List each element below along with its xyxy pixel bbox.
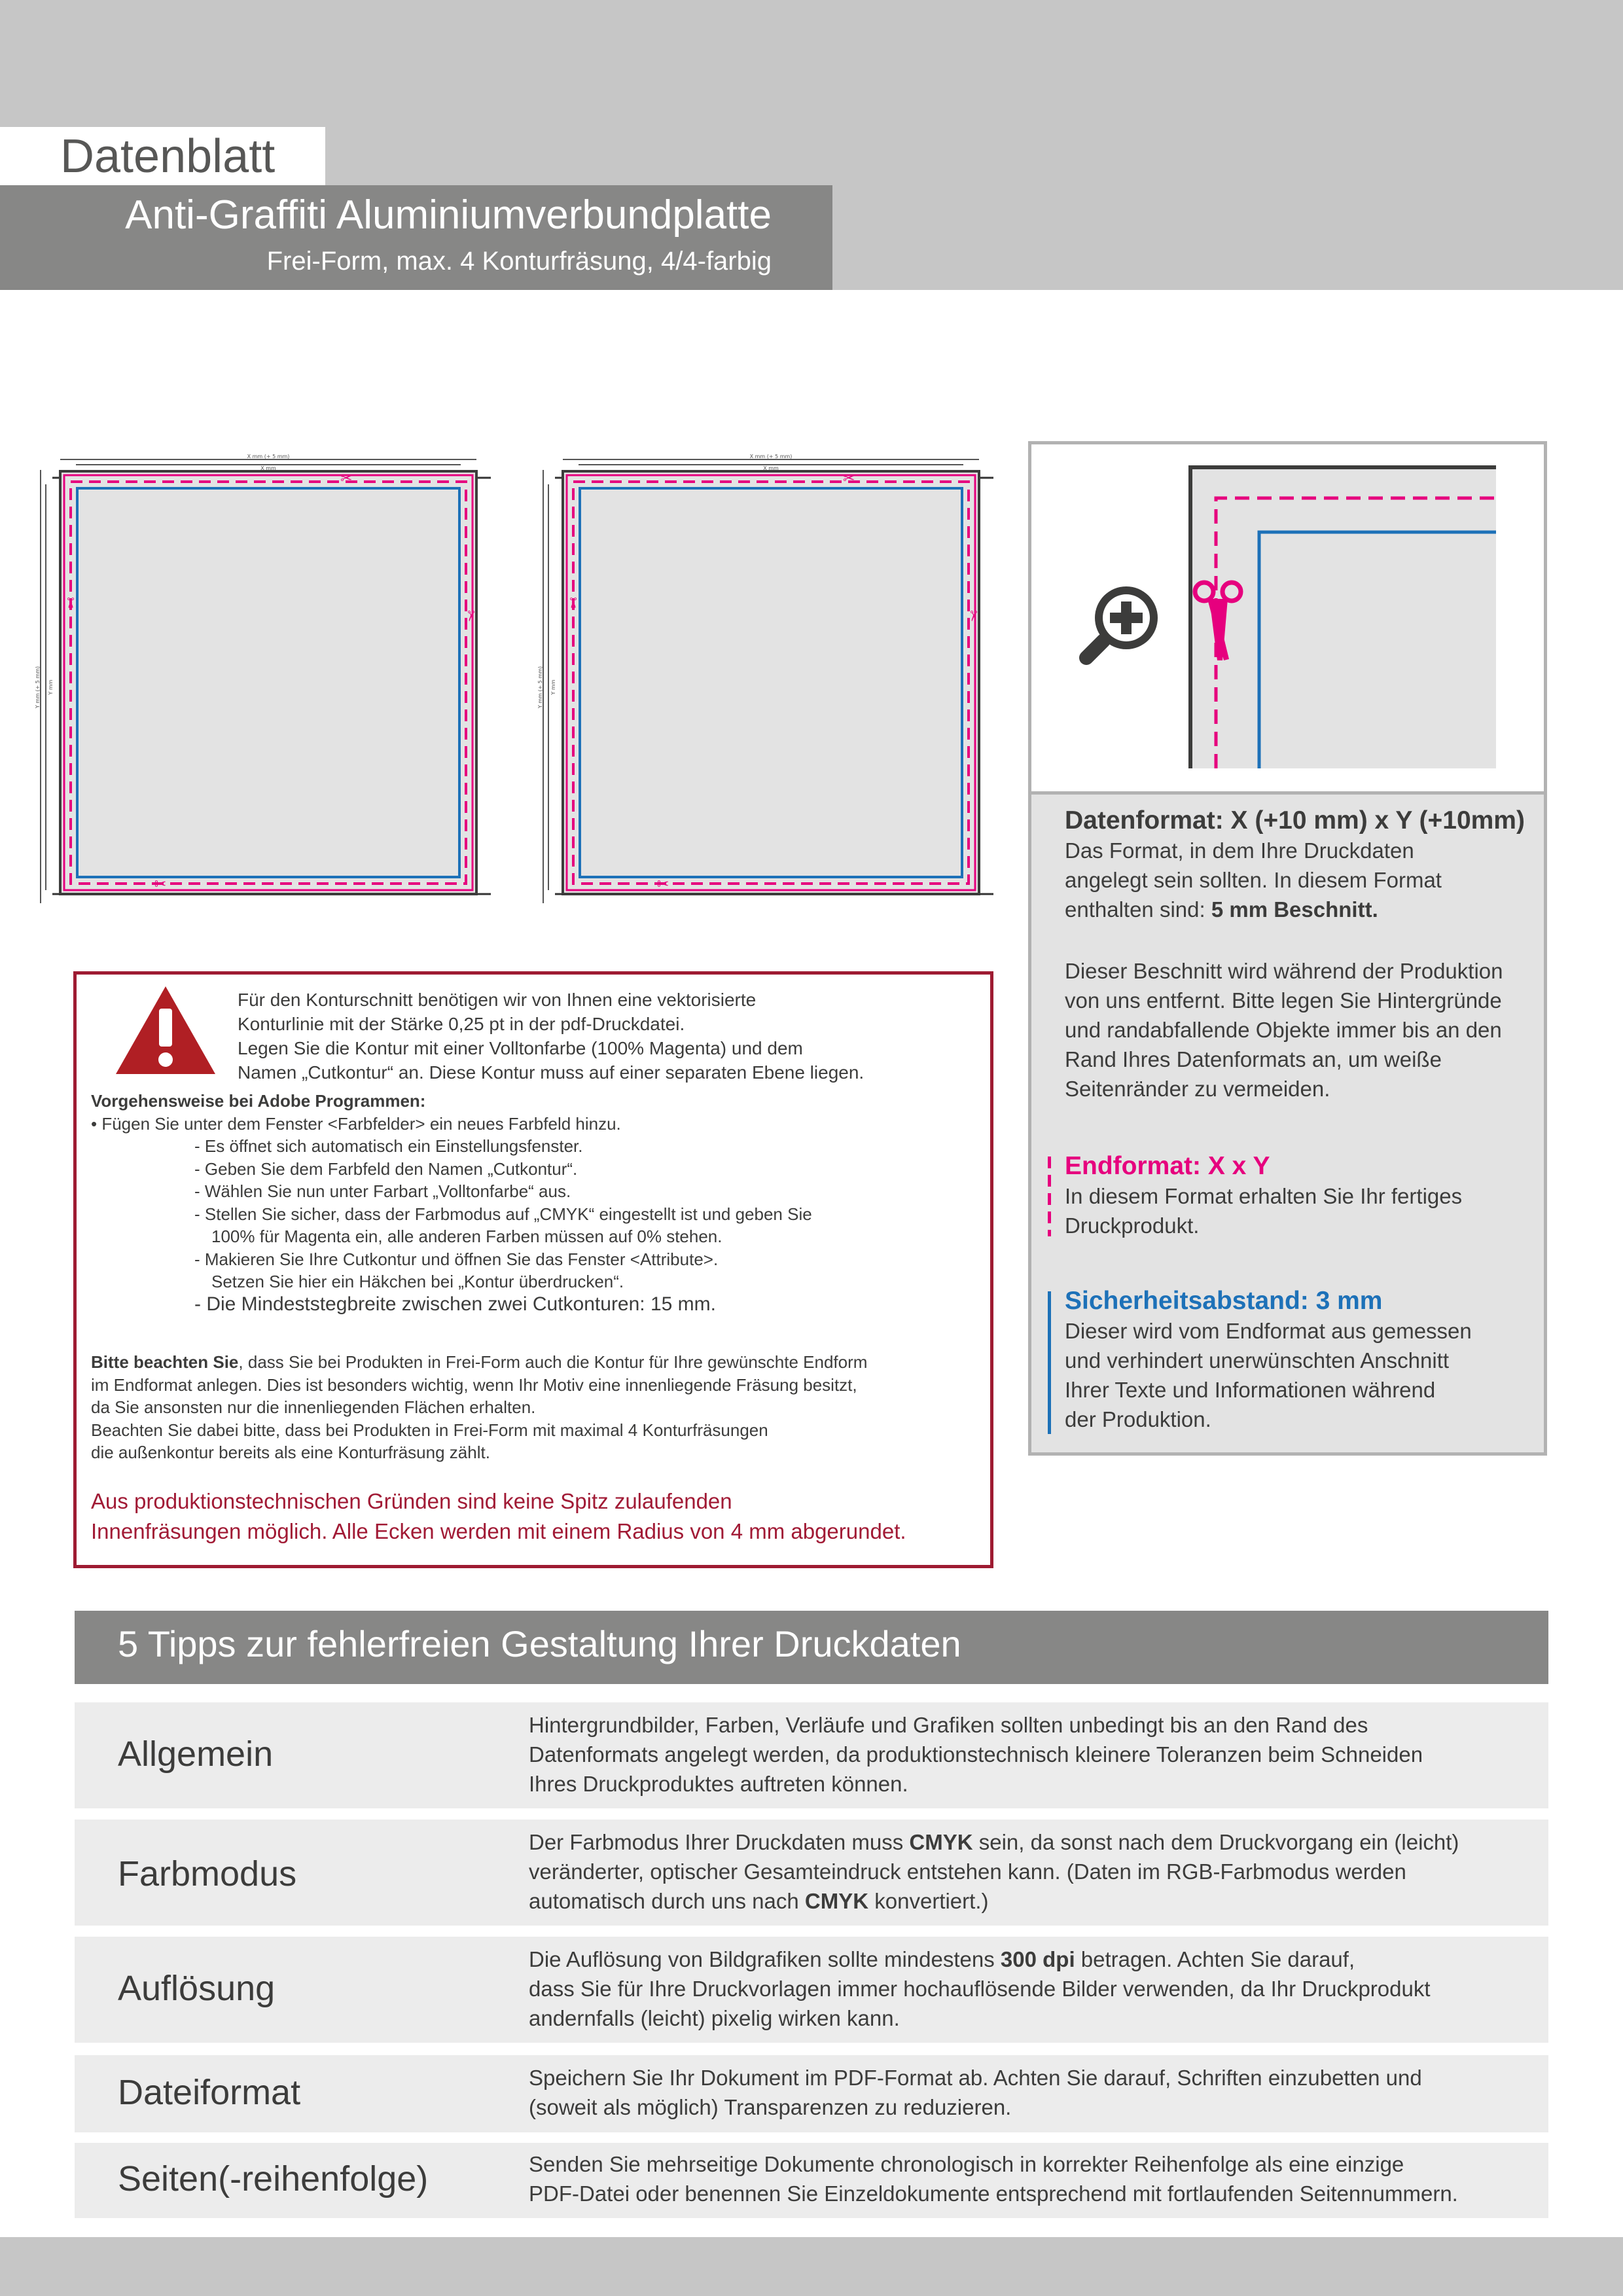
note-line: die außenkontur bereits als eine Konturfräsung zählt. bbox=[91, 1443, 490, 1462]
tip-line: (soweit als möglich) Transparenzen zu reduzieren. bbox=[529, 2095, 1012, 2119]
height-inner-label: Y mm bbox=[550, 679, 556, 695]
adobe-steps bbox=[91, 1090, 961, 1316]
tip-aufloesung bbox=[75, 1937, 1548, 2043]
tip-bold: CMYK bbox=[804, 1889, 869, 1913]
datenformat-line: Das Format, in dem Ihre Druckdaten bbox=[1065, 838, 1414, 863]
tip-text bbox=[529, 2063, 1530, 2122]
tip-allgemein bbox=[75, 1702, 1548, 1808]
tip-text bbox=[529, 2149, 1530, 2208]
intro-line: Namen „Cutkontur“ an. Diese Kontur muss auf einer separaten Ebene liegen. bbox=[238, 1062, 865, 1083]
tip-line: dass Sie für Ihre Druckvorlagen immer hochauflösende Bilder verwenden, da Ihr Druckprodukt bbox=[529, 1977, 1431, 2001]
tip-line: Datenformats angelegt werden, da produktionstechnisch kleinere Toleranzen beim Schneiden bbox=[529, 1742, 1423, 1767]
tip-line: andernfalls (leicht) pixelig wirken kann. bbox=[529, 2006, 900, 2030]
tips-heading: 5 Tipps zur fehlerfreien Gestaltung Ihrer Druckdaten bbox=[118, 1623, 961, 1664]
tip-line: Ihres Druckproduktes auftreten können. bbox=[529, 1772, 908, 1796]
step-line: - Stellen Sie sicher, dass der Farbmodus auf „CMYK“ eingestellt ist und geben Sie bbox=[194, 1204, 812, 1224]
height-outer-label: Y mm (+ 5 mm) bbox=[537, 666, 543, 709]
sicherheit-block bbox=[1065, 1286, 1472, 1434]
scissors-icon: ✂ bbox=[340, 471, 353, 487]
tip-line: veränderter, optischer Gesamteindruck entstehen kann. (Daten im RGB-Farbmodus werden bbox=[529, 1859, 1406, 1884]
tip-title: Allgemein bbox=[118, 1734, 274, 1774]
tip-bold: 300 dpi bbox=[1000, 1947, 1075, 1971]
sicherheit-line: und verhindert unerwünschten Anschnitt bbox=[1065, 1348, 1450, 1372]
format-diagram-1 bbox=[33, 452, 497, 913]
page-subtitle: Frei-Form, max. 4 Konturfräsung, 4/4-farbig bbox=[266, 247, 772, 276]
tips-heading-bar bbox=[75, 1611, 1548, 1684]
radius-warning bbox=[91, 1486, 981, 1547]
step-line: - Wählen Sie nun unter Farbart „Volltonfarbe“ aus. bbox=[194, 1181, 571, 1201]
width-outer-label: X mm (+ 5 mm) bbox=[749, 454, 793, 459]
step-line: - Makieren Sie Ihre Cutkontur und öffnen Sie das Fenster <Attribute>. bbox=[194, 1249, 719, 1269]
scissors-icon: ✂ bbox=[843, 471, 855, 487]
zoom-detail-graphic bbox=[1031, 444, 1544, 791]
sicherheit-title: Sicherheitsabstand: 3 mm bbox=[1065, 1287, 1383, 1315]
height-outer-label: Y mm (+ 5 mm) bbox=[35, 666, 41, 709]
step-line: Setzen Sie hier ein Häkchen bei „Kontur überdrucken“. bbox=[211, 1272, 624, 1291]
sicherheit-line: Dieser wird vom Endformat aus gemessen bbox=[1065, 1319, 1472, 1343]
note-line: im Endformat anlegen. Dies ist besonders wichtig, wenn Ihr Motiv eine innenliegende Fräsung besitzt, bbox=[91, 1374, 857, 1395]
format-info-panel bbox=[1028, 441, 1547, 1456]
beschnitt-line: Dieser Beschnitt wird während der Produktion bbox=[1065, 959, 1503, 983]
tip-title: Dateiformat bbox=[118, 2073, 301, 2112]
intro-line: Legen Sie die Kontur mit einer Volltonfarbe (100% Magenta) und dem bbox=[238, 1038, 803, 1058]
zoom-detail bbox=[1031, 444, 1544, 795]
datasheet-label-text: Datenblatt bbox=[60, 130, 276, 183]
scissors-icon: ✂ bbox=[154, 876, 167, 893]
step-line: - Die Mindeststegbreite zwischen zwei Cutkonturen: 15 mm. bbox=[194, 1293, 716, 1315]
tip-line: Speichern Sie Ihr Dokument im PDF-Format ab. Achten Sie darauf, Schriften einzubetten und bbox=[529, 2066, 1422, 2090]
step-line: • Fügen Sie unter dem Fenster <Farbfelder> ein neues Farbfeld hinzu. bbox=[91, 1113, 621, 1134]
scissors-icon: ✂ bbox=[462, 610, 478, 622]
tip-farbmodus bbox=[75, 1820, 1548, 1926]
intro-line: Für den Konturschnitt benötigen wir von Ihnen eine vektorisierte bbox=[238, 990, 757, 1010]
endformat-block bbox=[1065, 1151, 1462, 1240]
tip-dateiformat bbox=[75, 2055, 1548, 2132]
tip-line: Der Farbmodus Ihrer Druckdaten muss bbox=[529, 1830, 910, 1854]
tip-seiten bbox=[75, 2143, 1548, 2218]
radius-warning-line: Innenfräsungen möglich. Alle Ecken werden mit einem Radius von 4 mm abgerundet. bbox=[91, 1519, 906, 1543]
beschnitt-block bbox=[1065, 956, 1503, 1103]
endformat-title: Endformat: X x Y bbox=[1065, 1152, 1270, 1180]
sicherheit-line: Ihrer Texte und Informationen während bbox=[1065, 1378, 1436, 1402]
tip-line: Hintergrundbilder, Farben, Verläufe und Grafiken sollten unbedingt bis an den Rand des bbox=[529, 1713, 1368, 1737]
tip-line: betragen. Achten Sie darauf, bbox=[1075, 1947, 1355, 1971]
tip-title: Farbmodus bbox=[118, 1854, 297, 1893]
datenformat-line: angelegt sein sollten. In diesem Format bbox=[1065, 868, 1442, 892]
sicherheit-line: der Produktion. bbox=[1065, 1407, 1211, 1431]
width-inner-label: X mm bbox=[763, 465, 779, 471]
beschnitt-line: Rand Ihres Datenformats an, um weiße bbox=[1065, 1047, 1442, 1071]
tip-line: Senden Sie mehrseitige Dokumente chronologisch in korrekter Reihenfolge als eine einzige bbox=[529, 2152, 1404, 2176]
contour-intro bbox=[238, 988, 971, 1085]
tip-line: sein, da sonst nach dem Druckvorgang ein (leicht) bbox=[972, 1830, 1459, 1854]
zoom-in-icon bbox=[1086, 586, 1158, 658]
step-line: - Geben Sie dem Farbfeld den Namen „Cutkontur“. bbox=[194, 1158, 578, 1179]
step-line: 100% für Magenta ein, alle anderen Farben müssen auf 0% stehen. bbox=[211, 1227, 722, 1246]
endformat-line: In diesem Format erhalten Sie Ihr fertiges bbox=[1065, 1184, 1463, 1208]
tip-text bbox=[529, 1827, 1530, 1916]
page-title: Anti-Graffiti Aluminiumverbundplatte bbox=[125, 192, 772, 238]
beschnitt-line: und randabfallende Objekte immer bis an den bbox=[1065, 1018, 1502, 1042]
step-line: - Es öffnet sich automatisch ein Einstellungsfenster. bbox=[194, 1136, 583, 1156]
tip-line: PDF-Datei oder benennen Sie Einzeldokumente entsprechend mit fortlaufenden Seitennummern. bbox=[529, 2181, 1458, 2206]
beschnitt-value: 5 mm Beschnitt. bbox=[1211, 897, 1378, 922]
tip-title: Auflösung bbox=[118, 1969, 276, 2008]
tip-line: Die Auflösung von Bildgrafiken sollte mindestens bbox=[529, 1947, 1001, 1971]
tip-title: Seiten(-reihenfolge) bbox=[118, 2159, 429, 2198]
tip-text bbox=[529, 1945, 1530, 2033]
cut-contour-instructions bbox=[73, 971, 993, 1568]
height-inner-label: Y mm bbox=[48, 679, 54, 695]
title-block bbox=[0, 185, 832, 290]
frei-form-note bbox=[91, 1351, 968, 1464]
warning-icon bbox=[113, 984, 218, 1077]
datenformat-block bbox=[1065, 806, 1525, 924]
note-line: da Sie ansonsten nur die innenliegenden Flächen erhalten. bbox=[91, 1397, 536, 1417]
scissors-icon: ✂ bbox=[62, 597, 78, 609]
tip-line: konvertiert.) bbox=[868, 1889, 989, 1913]
tip-bold: CMYK bbox=[909, 1830, 973, 1854]
note-bold: Bitte beachten Sie bbox=[91, 1352, 239, 1372]
endformat-line: Druckprodukt. bbox=[1065, 1213, 1200, 1238]
safety-margin bbox=[580, 488, 962, 877]
beschnitt-line: Seitenränder zu vermeiden. bbox=[1065, 1077, 1330, 1101]
note-line: Beachten Sie dabei bitte, dass bei Produkten in Frei-Form mit maximal 4 Konturfräsungen bbox=[91, 1420, 768, 1440]
scissors-icon: ✂ bbox=[965, 610, 981, 622]
footer-band bbox=[0, 2237, 1623, 2296]
safety-margin bbox=[77, 488, 459, 877]
steps-title: Vorgehensweise bei Adobe Programmen: bbox=[91, 1091, 426, 1111]
width-inner-label: X mm bbox=[260, 465, 276, 471]
format-diagram-2 bbox=[535, 452, 1000, 913]
note-line: , dass Sie bei Produkten in Frei-Form auch die Kontur für Ihre gewünschte Endform bbox=[238, 1352, 868, 1372]
tip-line: automatisch durch uns nach bbox=[529, 1889, 805, 1913]
beschnitt-line: von uns entfernt. Bitte legen Sie Hintergründe bbox=[1065, 988, 1502, 1013]
tip-text bbox=[529, 1710, 1530, 1799]
datasheet-label bbox=[0, 127, 325, 185]
width-outer-label: X mm (+ 5 mm) bbox=[247, 454, 290, 459]
scissors-icon: ✂ bbox=[564, 597, 580, 609]
radius-warning-line: Aus produktionstechnischen Gründen sind keine Spitz zulaufenden bbox=[91, 1489, 732, 1513]
datenformat-title: Datenformat: X (+10 mm) x Y (+10mm) bbox=[1065, 806, 1525, 834]
intro-line: Konturlinie mit der Stärke 0,25 pt in der pdf-Druckdatei. bbox=[238, 1014, 685, 1034]
datenformat-line: enthalten sind: bbox=[1065, 897, 1211, 922]
scissors-icon: ✂ bbox=[657, 876, 669, 893]
